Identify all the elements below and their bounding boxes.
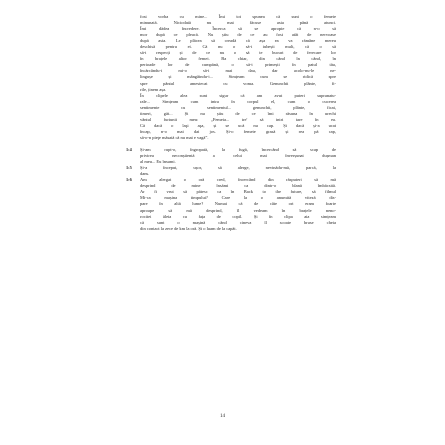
page-number: 14 <box>220 414 225 419</box>
text-line: în brațele altor femei. Ba chiar, din când în când, în <box>140 56 336 62</box>
text-line: pare în altă lume? Numai că de câte ori eram foarte <box>140 201 336 207</box>
text-line: rile, ținem așa. <box>140 86 167 92</box>
text-line: vântul furtunii meu: „Femeia... tre' să intri tare în ea. <box>140 116 336 122</box>
paragraph <box>126 147 336 165</box>
timestamp: 1:5 <box>126 165 132 171</box>
text-line: aproape să mă desprind, îl vedeam în brațele neno- <box>140 207 336 213</box>
text-line: Și-a început, ușor, să alerge, nevinădu-mă, parcă, la <box>140 165 336 171</box>
text-line: după asta. Le plăcea să creadă că așa ea va rămâne mereu <box>140 38 336 44</box>
timestamp: 1:6 <box>126 177 132 183</box>
text-line: Am alergat o oră cred, încercând din răsputeri să mă <box>140 177 336 183</box>
text-line: minunată. Niciodată nu mai făcuse asta până atunci. <box>140 20 336 26</box>
text-line: din contact la zece de km la oră. Și o luam de la capăt. <box>140 225 237 231</box>
text-line: spre pântul amestecat cu voma. Genunchii plânte, fi- <box>140 80 336 86</box>
paragraph <box>126 165 336 177</box>
text-line: mor după ce pleacă. Nu știu de ce au fost atât de nervoase <box>140 32 336 38</box>
text-line: În clipele alea sunt sigur că am avut puteri supranatu- <box>140 92 336 98</box>
paragraph <box>126 14 336 93</box>
text-line: timeri, găt... Și nu știu de ce îmi răsuna în urechi <box>140 110 336 116</box>
paragraph <box>126 177 336 231</box>
text-line: lingușe și mângâindu-i... Simțeam cum se ridică spre <box>140 74 336 80</box>
text-column <box>126 14 336 232</box>
text-line: Că dacă o laşi aşa, și se ucă nu cap. Și dacă și-a ucat <box>140 122 336 128</box>
paragraph <box>126 93 336 147</box>
text-line: să-o-n pieţe măsată că nu mai e vagă”. <box>140 134 209 140</box>
text-line: al meu... Eu însumi. <box>140 159 176 165</box>
text-line: privirea neconștientă a celui mai înverșunat dușman <box>140 153 336 159</box>
text-line: că sunt o mașină când cineva îl scoate bruse cheia <box>140 219 336 225</box>
text-line: rocitei ăleia cu fața de copil. Și în clipa aia simțeam <box>140 213 336 219</box>
timestamp: 1:4 <box>126 147 132 153</box>
text-line: să-i respecți și de ce nu o să te bucuri de ferecare lor <box>140 50 336 56</box>
text-line: deschisă pentru ei. Că nu o să-i iubești mult, că o să <box>140 44 336 50</box>
text-line: încap, n-o mai dai jos. Și-o femeie grasă și rea pă cap, <box>140 128 336 134</box>
text-line: încărcându-i mi-o să-i mai dau, dar acolo-nu-le ne- <box>140 68 336 74</box>
text-line: Îmi dădea încredere. Încerca să se apropie că n-o să <box>140 26 336 32</box>
text-line: desprind de mine însămi ca dintr-o blană îmbăcsită. <box>140 183 336 189</box>
text-line: Și-am rupt-o, îngropată, la fugă, încercând să scap de <box>140 147 336 153</box>
text-line: perioade lor de cumpănă, o să-i primești în patul tău, <box>140 62 336 68</box>
text-line: sentimente cu sentimentul... genunchii, plânte, ficat, <box>140 104 336 110</box>
text-line: Ar fi vrut să pătesc ca în Back to the future, să filmul <box>140 189 336 195</box>
text-line: Mi-ca mașina timpului? Care la o anumită viteză dis- <box>140 195 336 201</box>
text-line: rale... Simțeam cum intra în corpul el, cum o cucerea <box>140 98 336 104</box>
text-line: dans. <box>140 171 150 177</box>
text-line: fost vorba cu mine... Îmi tot spunea că sunt o femeie <box>140 14 336 19</box>
